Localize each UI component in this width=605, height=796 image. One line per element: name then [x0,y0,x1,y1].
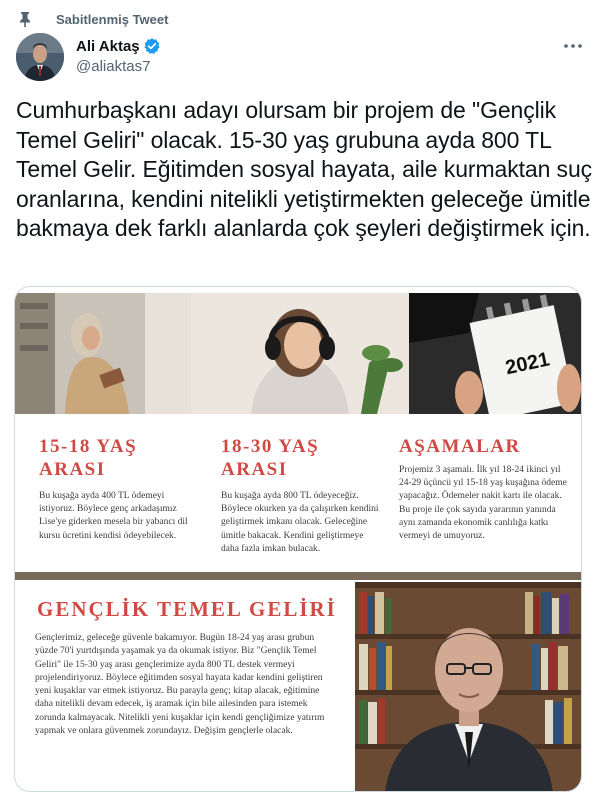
column-body-asamalar: Projemiz 3 aşamalı. İlk yıl 18-24 ikinci yıl 24-29 üçüncü yıl 15-18 yaş kuşağına ödeme yapacağız. Ödemeler nakit kartı ile olacak. Bu proje ile çok sayıda yararının yanında aynı zamanda ekonomik canlılığa katkı vermeyi de umuyoruz. [399,465,567,542]
section-body: Gençlerimiz, geleceğe güvenle bakamıyor. Bugün 18-24 yaş arası grubun yüzde 70'i yurtdışında yaşamak ya da okumak istiyor. Biz "Gençlik Temel Geliri" ile 15-30 yaş arası gençlerimize ayda 800 TL destek vermeyi projelendiriyoruz. Böylece eğitimden sosyal hayata kadar kendini geliştiren yeni kuşaklar var etmek istiyoruz. Bu parayla genç; kitap alacak, eğitimine daha nitelikli devam edecek, iş aramak için bile ailesinden para istemek zorunda kalmayacak. Nitelikli yeni kuşaklar için kendi gençliğimize yatırım yapmak ve onlara güvenmek zorundayız. Değişim gençlerle olacak. [35,633,325,737]
author-display-name[interactable]: Ali Aktaş [76,37,140,55]
pinned-tweet-label: Sabitlenmiş Tweet [56,11,169,27]
calendar-year: 2021 [503,348,552,380]
author-handle[interactable]: @aliaktas7 [76,58,151,75]
more-options-icon[interactable] [563,42,583,50]
column-title-15-18: 15-18 YAŞ ARASI [39,436,138,480]
column-body-18-30: Bu kuşağa ayda 800 TL ödeyeceğiz. Böylece okurken ya da çalışırken kendini geliştirmek imkanı olacak. Geleceğine ümitle bakacak. Kendini geliştirmeye daha fazla imkan bulacak. [221,491,379,554]
section-title: GENÇLİK TEMEL GELİRİ [37,597,337,621]
tweet-text: Cumhurbaşkanı adayı olursam bir projem de "Gençlik Temel Geliri" olacak. 15-30 yaş grubuna ayda 800 TL Temel Gelir. Eğitimden sosyal hayata, aile kurmaktan suç oranlarına, kendini nitelikli yetiştirmekten geleceğe ümitle bakmaya dek farklı alanlarda çok şeyleri değiştirmek için. [16,97,593,241]
column-body-15-18: Bu kuşağa ayda 400 TL ödemeyi istiyoruz. Böylece genç arkadaşımız Lise'ye giderken mesela bir yabancı dil kursu ücretini kendisi ödeyebilecek. [39,491,188,541]
section-divider [15,572,582,580]
student-reading-photo [15,293,191,414]
calendar-2021-photo [409,293,582,414]
author-name-row [76,36,161,56]
verified-badge-icon [143,37,161,55]
tweet-media-image[interactable] [14,286,582,792]
column-title-18-30: 18-30 YAŞ ARASI [221,436,320,480]
pin-icon [18,11,32,27]
avatar[interactable] [16,33,64,81]
column-title-asamalar: AŞAMALAR [399,436,521,457]
portrait-bookshelf-photo [355,582,582,792]
tweet-author [76,36,161,75]
pinned-tweet-header [16,10,168,28]
girl-headphones-photo [191,293,409,414]
